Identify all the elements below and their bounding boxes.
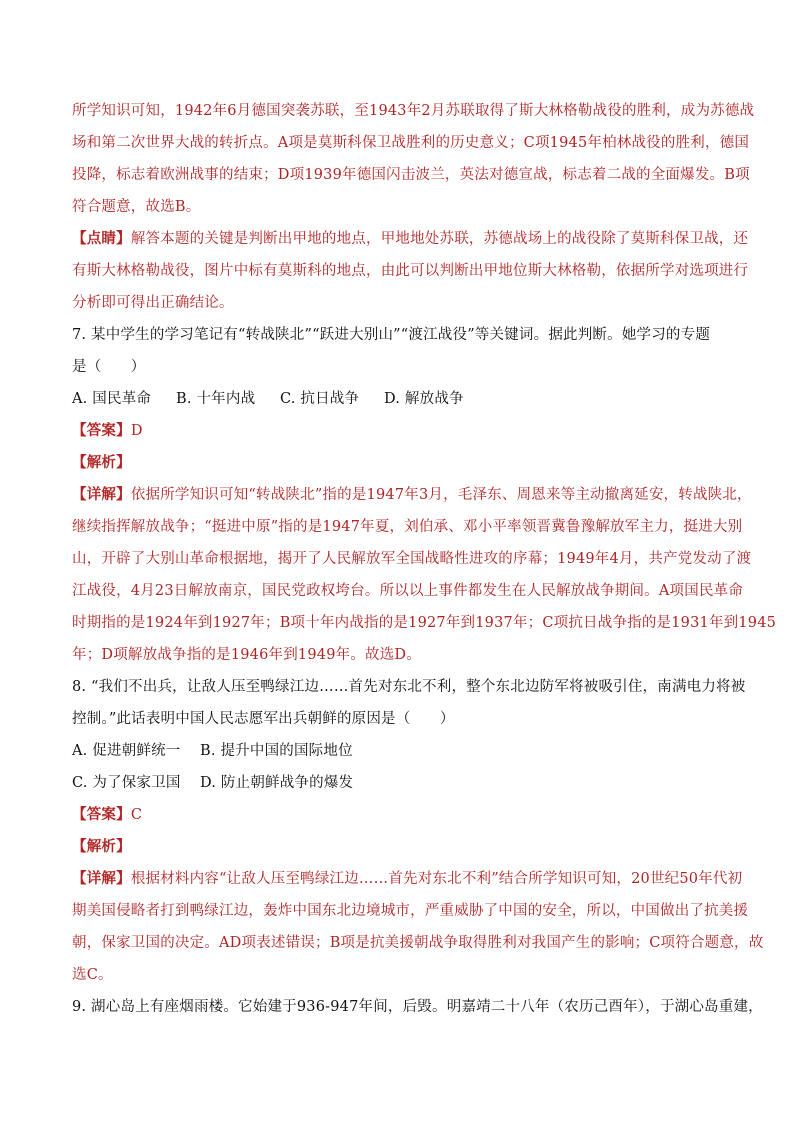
question-7-options (72, 383, 724, 415)
document-page (72, 95, 777, 1023)
dianjing-line: 有斯大林格勒战役，图片中标有莫斯科的地点，由此可以判断出甲地位斯大林格勒，依据所学对选项进行 (72, 263, 749, 279)
question-8-stem: 控制。”此话表明中国人民志愿军出兵朝鲜的原因是（ ） (72, 711, 455, 727)
xiangjie-tag: 【详解】 (72, 486, 131, 503)
question-8-stem: 8. “我们不出兵，让敌人压至鸭绿江边……首先对东北不利，整个东北边防军将被吸引住，南满电力将被 (72, 679, 746, 695)
dianjing-tag: 【点睛】 (72, 230, 131, 247)
xiangjie-line (72, 479, 752, 511)
question-7-stem: 7. 某中学生的学习笔记有“转战陕北”“跃进大别山”“渡江战役”等关键词。据此判断。她学习的专题 (72, 327, 711, 343)
xiangjie-text: 根据材料内容“让敌人压至鸭绿江边……首先对东北不利”结合所学知识可知，20世纪50年代初 (130, 871, 743, 887)
xiangjie-line: 时期指的是1924年到1927年；B项十年内战指的是1927年到1937年；C项抗日战争指的是1931年到1945 (72, 615, 777, 631)
answer-line (72, 415, 724, 447)
xiangjie-text: 依据所学知识可知“转战陕北”指的是1947年3月，毛泽东、周恩来等主动撤离延安，转战陕北， (130, 487, 752, 503)
question-8-options (72, 735, 724, 767)
jiexi-line (72, 831, 724, 863)
xiangjie-tag: 【详解】 (72, 870, 131, 887)
question-7-stem: 是（ ） (72, 359, 146, 375)
option-c: C. 抗日战争 (280, 391, 360, 407)
explanation-line: 所学知识可知，1942年6月德国突袭苏联，至1943年2月苏联取得了斯大林格勒战役的胜利，成为苏德战 (72, 103, 755, 119)
option-b: B. 提升中国的国际地位 (200, 743, 353, 759)
answer-value: C (130, 807, 143, 823)
option-d: D. 防止朝鲜战争的爆发 (200, 775, 354, 791)
answer-tag: 【答案】 (72, 422, 131, 439)
answer-tag: 【答案】 (72, 806, 131, 823)
dianjing-text: 解答本题的关键是判断出甲地的地点，甲地地处苏联，苏德战场上的战役除了莫斯科保卫战，还 (130, 231, 749, 247)
explanation-line: 投降，标志着欧洲战事的结束；D项1939年德国闪击波兰，英法对德宣战，标志着二战的全面爆发。B项 (72, 167, 750, 183)
option-d: D. 解放战争 (384, 391, 464, 407)
xiangjie-line: 朝，保家卫国的决定。AD项表述错误；B项是抗美援朝战争取得胜利对我国产生的影响；C项符合题意，故 (72, 935, 764, 951)
explanation-line: 符合题意，故选B。 (72, 199, 201, 215)
explanation-line: 场和第二次世界大战的转折点。A项是莫斯科保卫战胜利的历史意义；C项1945年柏林战役的胜利，德国 (72, 135, 750, 151)
question-8-options (72, 767, 724, 799)
question-9-stem: 9. 湖心岛上有座烟雨楼。它始建于936-947年间，后毁。明嘉靖二十八年（农历己酉年），于湖心岛重建， (72, 999, 763, 1015)
answer-line (72, 799, 724, 831)
jiexi-tag: 【解析】 (72, 838, 131, 855)
option-c: C. 为了保家卫国 (72, 775, 181, 791)
option-b: B. 十年内战 (176, 391, 256, 407)
dianjing-line (72, 223, 749, 255)
xiangjie-line (72, 863, 743, 895)
dianjing-line: 分析即可得出正确结论。 (72, 295, 234, 311)
xiangjie-line: 年；D项解放战争指的是1946年到1949年。故选D。 (72, 647, 421, 663)
option-a: A. 国民革命 (72, 391, 152, 407)
option-a: A. 促进朝鲜统一 (72, 743, 181, 759)
xiangjie-line: 山，开辟了大别山革命根据地，揭开了人民解放军全国战略性进攻的序幕；1949年4月，共产党发动了渡 (72, 551, 752, 567)
xiangjie-line: 选C。 (72, 967, 113, 983)
xiangjie-line: 江战役，4月23日解放南京，国民党政权垮台。所以以上事件都发生在人民解放战争期间。A项国民革命 (72, 583, 744, 599)
xiangjie-line: 期美国侵略者打到鸭绿江边，轰炸中国东北边境城市，严重威胁了中国的安全，所以，中国做出了抗美援 (72, 903, 749, 919)
jiexi-line (72, 447, 724, 479)
answer-value: D (130, 423, 143, 439)
jiexi-tag: 【解析】 (72, 454, 131, 471)
xiangjie-line: 继续指挥解放战争；“挺进中原”指的是1947年夏，刘伯承、邓小平率领晋冀鲁豫解放军主力，挺进大别 (72, 519, 743, 535)
